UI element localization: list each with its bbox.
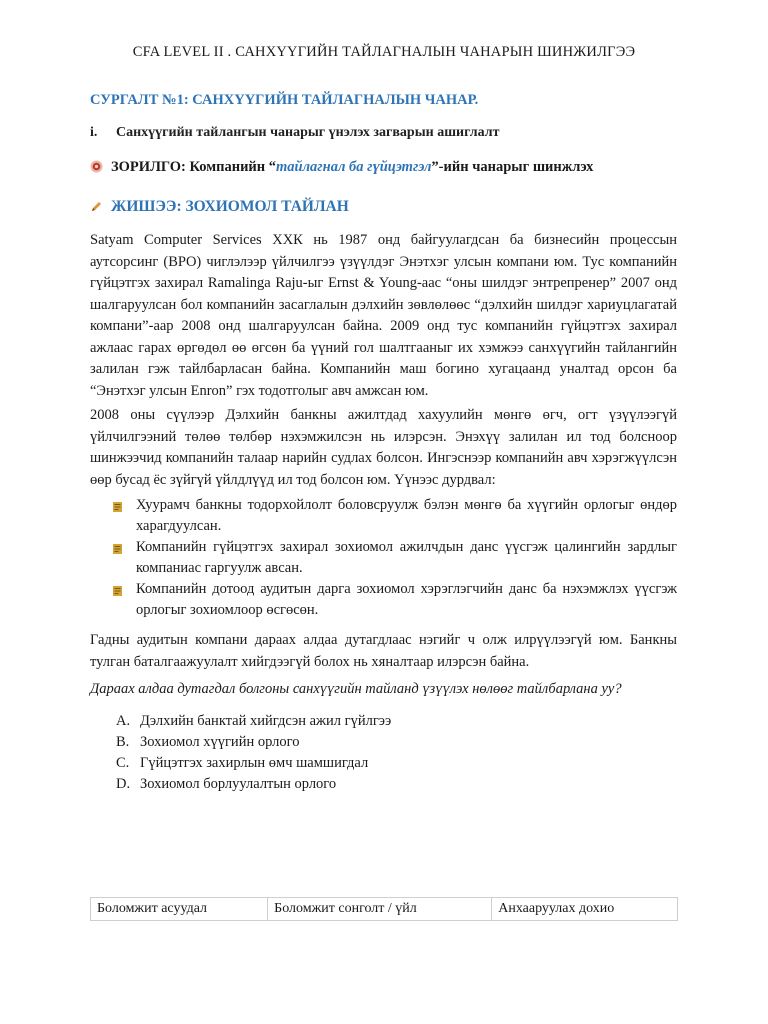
example-heading bbox=[90, 198, 349, 218]
option-item bbox=[116, 753, 391, 774]
table-header-cell: Боломжит асуудал bbox=[91, 898, 268, 921]
example-label: ЖИШЭЭ bbox=[111, 198, 177, 215]
analysis-table bbox=[90, 897, 678, 921]
note-bullet-icon bbox=[112, 499, 124, 520]
table-header-row bbox=[91, 898, 678, 921]
paragraph-1: Satyam Computer Services ХХК нь 1987 онд байгуулагдсан ба бизнесийн процессын аутсорсинг (BPO) чиглэлээр үйлчилгээ үзүүлдэг Энэтхэг улсын компани юм. Тус компанийн гүйцэтгэх захирал Ramalinga Raju-ыг Ernst & Young-аас “оны шилдэг энтрепренер” 2007 онд шалгаруулсан бол компанийн засаглалын дэлхийн зөвлөлөөс “дэлхийн шилдэг хариуцлагатай компани”-аар 2008 онд шалгаруулсан байна. 2009 онд тус компанийн гүйцэтгэх захирал ажлаас гарах өргөдөл өө өгсөн ба үүний гол шалтгааныг их хэмжээ санхүүгийн тайлангийн залилан гэж тайлбарласан байна. Компанийн маш богино хугацаанд уналтад орсон ба “Энэтхэг улсын Enron” гэх тодотголыг авч амжсан юм. bbox=[90, 232, 677, 399]
option-text: Зохиомол хүүгийн орлого bbox=[140, 734, 300, 750]
option-text: Зохиомол борлуулалтын орлого bbox=[140, 776, 337, 792]
option-letter: B. bbox=[116, 734, 130, 750]
note-bullet-icon bbox=[112, 583, 124, 604]
bullet-text: Компанийн гүйцэтгэх захирал зохиомол ажилчдын данс үүсгэж цалингийн зардлыг компаниас гаргуулж авсан. bbox=[136, 539, 677, 576]
list-item bbox=[112, 495, 677, 537]
section-heading bbox=[90, 125, 499, 141]
example-title: ЗОХИОМОЛ ТАЙЛАН bbox=[181, 198, 349, 215]
question-text: Дараах алдаа дутагдал болгоны санхүүгийн тайланд үзүүлэх нөлөөг тайлбарлана уу? bbox=[90, 681, 622, 697]
bullet-list bbox=[112, 495, 677, 621]
paragraph-3: Гадны аудитын компани дараах алдаа дутагдлаас нэгийг ч олж илрүүлээгүй юм. Банкны тулган баталгаажуулалт хийгдээгүй болох нь хяналтаар илэрсэн байна. bbox=[90, 632, 677, 670]
bullet-text: Компанийн дотоод аудитын дарга зохиомол хэрэглэгчийн данс ба нэхэмжлэх үүсгэж орлогыг зохиомлоор өсгөсөн. bbox=[136, 581, 677, 618]
option-text: Гүйцэтгэх захирлын өмч шамшигдал bbox=[140, 755, 369, 771]
goal-line bbox=[90, 159, 593, 178]
paragraph-2: 2008 оны сүүлээр Дэлхийн банкны ажилтдад хахуулийн мөнгө өгч, огт үзүүлээгүй үйлчилгээний төлөө төлбөр нэхэмжилсэн нь илэрсэн. Энэхүү залилан ил тод болсноор шинжээчид компанийн талаар нарийн судлах болсон. Ингэснээр компанийн авч хэрэгжүүлсэн өөр бусад ёс зүйгүй үйлдлүүд ил тод болсон юм. Үүнээс дурдвал: bbox=[90, 407, 677, 488]
option-item bbox=[116, 711, 391, 732]
goal-text-after: ”-ийн чанарыг шинжлэх bbox=[431, 159, 594, 175]
example-separator: : bbox=[176, 198, 182, 215]
goal-label: ЗОРИЛГО: bbox=[111, 159, 186, 175]
section-number: i. bbox=[90, 125, 98, 140]
table-header-cell: Анхааруулах дохио bbox=[492, 898, 678, 921]
options-list bbox=[116, 711, 391, 795]
table-header-cell: Боломжит сонголт / үйл bbox=[268, 898, 492, 921]
bullet-text: Хуурамч банкны тодорхойлолт боловсруулж бэлэн мөнгө ба хүүгийн орлогыг өндөр харагдуулсан. bbox=[136, 497, 677, 534]
lesson-title: СУРГАЛТ №1: САНХҮҮГИЙН ТАЙЛАГНАЛЫН ЧАНАР. bbox=[90, 92, 479, 108]
goal-text-before: Компанийн “ bbox=[185, 159, 277, 175]
list-item bbox=[112, 537, 677, 579]
option-item bbox=[116, 774, 391, 795]
option-letter: A. bbox=[116, 713, 131, 729]
section-title: Санхүүгийн тайлангын чанарыг үнэлэх загварын ашиглалт bbox=[116, 125, 500, 140]
goal-emphasis: тайлагнал ба гүйцэтгэл bbox=[276, 159, 432, 175]
note-bullet-icon bbox=[112, 541, 124, 562]
page-header: CFA LEVEL II . САНХҮҮГИЙН ТАЙЛАГНАЛЫН ЧАНАРЫН ШИНЖИЛГЭЭ bbox=[132, 44, 636, 60]
target-icon bbox=[90, 160, 103, 178]
option-text: Дэлхийн банктай хийгдсэн ажил гүйлгээ bbox=[140, 713, 392, 729]
option-letter: D. bbox=[116, 776, 131, 792]
pencil-icon bbox=[90, 200, 103, 218]
option-item bbox=[116, 732, 391, 753]
list-item bbox=[112, 579, 677, 621]
option-letter: C. bbox=[116, 755, 130, 771]
